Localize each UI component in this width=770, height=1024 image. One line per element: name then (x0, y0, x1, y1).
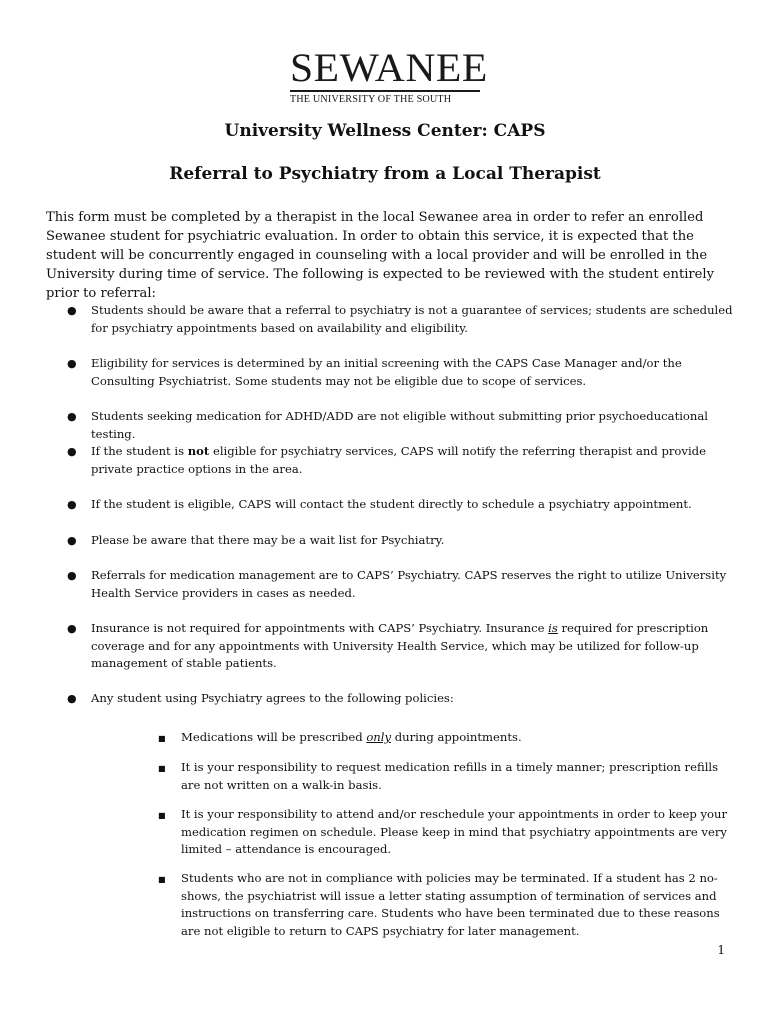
list-item-text-end: eligible for psychiatry services, CAPS will notify the referring therapist and provide private practice options in the area. (91, 444, 706, 476)
emphasis-is: is (548, 621, 558, 635)
bullet-icon: ● (67, 534, 77, 547)
list-item-text: Students should be aware that a referral to psychiatry is not a guarantee of services; students are scheduled for psychiatry appointments based on availability and eligibility. (91, 303, 733, 335)
emphasis-only: only (366, 730, 392, 744)
bullet-icon: ● (67, 445, 77, 458)
bullet-icon: ● (67, 410, 77, 423)
list-item-text-end: required for prescription coverage and for any appointments with University Health Service, which may be utilized for follow-up management of stable patients. (91, 621, 709, 670)
bullet-icon: ● (67, 357, 77, 370)
list-item-text: If the student is eligible, CAPS will contact the student directly to schedule a psychiatry appointment. (91, 497, 692, 511)
list-item (67, 690, 733, 708)
list-item (67, 496, 733, 514)
list-item-text: Eligibility for services is determined by an initial screening with the CAPS Case Manager and/or the Consulting Psychiatrist. Some students may not be eligible due to scope of services. (91, 356, 682, 388)
list-item-text-start: If the student is (91, 444, 188, 458)
intro-paragraph: This form must be completed by a therapist in the local Sewanee area in order to refer an enrolled Sewanee student for psychiatric evaluation. In order to obtain this service, it is expected that the student will be concurrently engaged in counseling with a local provider and will be enrolled in the University during time of service. The following is expected to be reviewed with the student entirely prior to referral: (46, 210, 714, 301)
logo-wordmark: SEWANEE (289, 45, 488, 90)
bullet-icon: ● (67, 304, 77, 317)
logo-subtitle: THE UNIVERSITY OF THE SOUTH (289, 93, 452, 105)
list-item-text: Please be aware that there may be a wait list for Psychiatry. (91, 533, 445, 547)
bullet-icon: ● (67, 622, 77, 635)
university-logo (0, 45, 770, 106)
list-item (67, 443, 733, 478)
bullet-icon: ● (67, 569, 77, 582)
list-item (67, 302, 733, 337)
square-bullet-icon: ■ (158, 734, 166, 743)
policy-text: Students who are not in compliance with policies may be terminated. If a student has 2 no-shows, the psychiatrist will issue a letter stating assumption of termination of services and instructions on transferring care. Students who have been terminated due to these reasons are not eligible to return to CAPS psychiatry for later management. (181, 871, 720, 938)
list-item-text: Any student using Psychiatry agrees to the following policies: (91, 691, 454, 705)
list-item (67, 620, 733, 673)
bullet-icon: ● (67, 692, 77, 705)
square-bullet-icon: ■ (158, 875, 166, 884)
policy-item (158, 759, 731, 794)
page-number: 1 (717, 943, 725, 957)
page-subtitle: Referral to Psychiatry from a Local Therapist (169, 164, 601, 184)
policy-item (158, 870, 731, 940)
list-item (67, 532, 733, 550)
list-item-text: Referrals for medication management are to CAPS’ Psychiatry. CAPS reserves the right to utilize University Health Service providers in cases as needed. (91, 568, 727, 600)
list-item (67, 567, 733, 602)
square-bullet-icon: ■ (158, 811, 166, 820)
list-item (67, 408, 733, 443)
policy-text-start: Medications will be prescribed (181, 730, 367, 744)
policy-text: It is your responsibility to request medication refills in a timely manner; prescription refills are not written on a walk-in basis. (181, 760, 719, 792)
page-title: University Wellness Center: CAPS (224, 121, 546, 141)
list-item-text-start: Insurance is not required for appointments with CAPS’ Psychiatry. Insurance (91, 621, 549, 635)
logo-divider (290, 90, 480, 92)
policy-text-end: during appointments. (391, 730, 522, 744)
policy-text: It is your responsibility to attend and/or reschedule your appointments in order to keep your medication regimen on schedule. Please keep in mind that psychiatry appointments are very limited – attendance is encouraged. (181, 807, 728, 856)
policy-item (158, 806, 731, 859)
list-item (67, 355, 733, 390)
bullet-icon: ● (67, 498, 77, 511)
list-item-text: Students seeking medication for ADHD/ADD are not eligible without submitting prior psychoeducational testing. (91, 409, 708, 441)
emphasis-not: not (187, 444, 210, 458)
square-bullet-icon: ■ (158, 764, 166, 773)
policy-item (158, 729, 731, 747)
